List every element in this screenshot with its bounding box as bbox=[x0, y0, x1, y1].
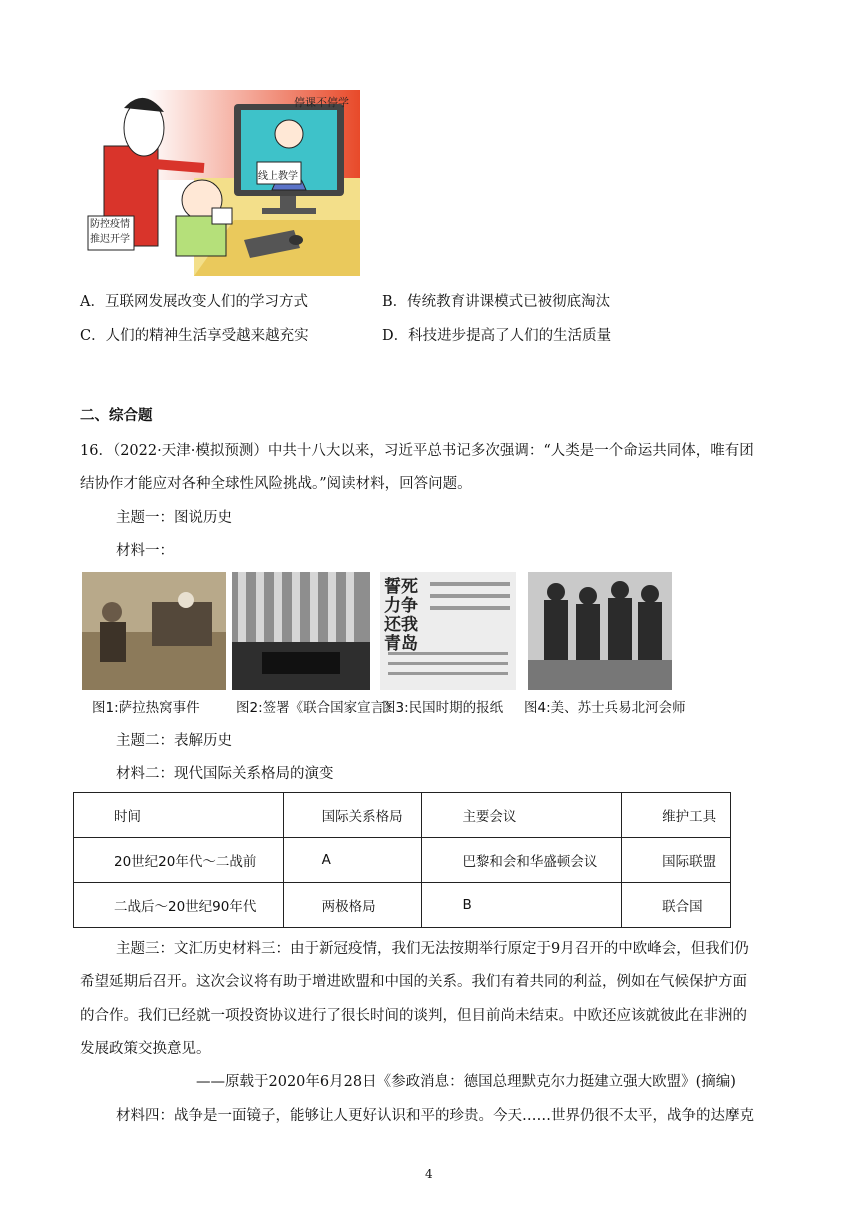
theme1-title: 主题一：图说历史 bbox=[116, 510, 232, 526]
theme3-line1: 主题三：文汇历史材料三：由于新冠疫情，我们无法按期举行原定于9月召开的中欧峰会，但我们仍 bbox=[116, 941, 749, 957]
material4-line: 材料四：战争是一面镜子，能够让人更好认识和平的珍贵。今天……世界仍很不太平，战争的达摩克 bbox=[116, 1108, 754, 1124]
cartoon-corner-text: 停课不停学 bbox=[294, 96, 349, 109]
table-header-cell: 主要会议 bbox=[422, 793, 622, 838]
theme3-line3: 的合作。我们已经就一项投资协议进行了很长时间的谈判，但目前尚未结束。中欧还应该就彼此在非洲的 bbox=[80, 1008, 747, 1024]
material2-title: 材料二：现代国际关系格局的演变 bbox=[116, 766, 334, 782]
figure-4-photo bbox=[528, 572, 672, 690]
table-cell: 联合国 bbox=[622, 883, 731, 928]
material1-label: 材料一： bbox=[116, 543, 174, 559]
table-cell: 二战后～20世纪90年代 bbox=[74, 883, 284, 928]
table-header-cell: 国际关系格局 bbox=[283, 793, 422, 838]
cartoon-illustration bbox=[84, 90, 360, 276]
question-line2: 结协作才能应对各种全球性风险挑战。”阅读材料，回答问题。 bbox=[80, 476, 472, 492]
table-cell: 巴黎和会和华盛顿会议 bbox=[422, 838, 622, 883]
cartoon-left-sign-line1: 防控疫情 bbox=[90, 219, 130, 230]
option-b: B．传统教育讲课模式已被彻底淘汰 bbox=[382, 294, 611, 310]
theme2-title: 主题二：表解历史 bbox=[116, 733, 232, 749]
figure-4-caption: 图4:美、苏士兵易北河会师 bbox=[524, 700, 686, 716]
page-number: 4 bbox=[425, 1167, 433, 1181]
table-cell: A bbox=[283, 838, 422, 883]
table-cell: 国际联盟 bbox=[622, 838, 731, 883]
table-header-row bbox=[74, 793, 731, 838]
table-cell: B bbox=[422, 883, 622, 928]
question-line1: 16．（2022·天津·模拟预测）中共十八大以来，习近平总书记多次强调：“人类是一个命运共同体，唯有团 bbox=[80, 443, 754, 459]
cartoon-screen-sign: 线上教学 bbox=[258, 171, 298, 182]
figure-3-caption: 图3:民国时期的报纸 bbox=[382, 700, 504, 716]
option-a: A．互联网发展改变人们的学习方式 bbox=[80, 294, 308, 310]
theme3-source: ——原载于2020年6月28日《参政消息：德国总理默克尔力挺建立强大欧盟》(摘编) bbox=[196, 1074, 736, 1090]
option-c: C．人们的精神生活享受越来越充实 bbox=[80, 328, 309, 344]
theme3-line2: 希望延期后召开。这次会议将有助于增进欧盟和中国的关系。我们有着共同的利益，例如在气候保护方面 bbox=[80, 974, 747, 990]
table-cell: 20世纪20年代～二战前 bbox=[74, 838, 284, 883]
figure-2-photo bbox=[232, 572, 370, 690]
table-row bbox=[74, 883, 731, 928]
table-header-cell: 维护工具 bbox=[622, 793, 731, 838]
relations-table bbox=[73, 792, 731, 928]
table-cell: 两极格局 bbox=[283, 883, 422, 928]
figure-2-caption: 图2:签署《联合国家宣言》 bbox=[236, 700, 398, 716]
table-header-cell: 时间 bbox=[74, 793, 284, 838]
figure-3-headline: 誓死力争还我青岛 bbox=[384, 577, 418, 654]
figure-1-caption: 图1:萨拉热窝事件 bbox=[92, 700, 200, 716]
section-title: 二、综合题 bbox=[80, 407, 153, 424]
table-row bbox=[74, 838, 731, 883]
figure-3-photo bbox=[380, 572, 516, 690]
cartoon-left-sign-line2: 推迟开学 bbox=[90, 234, 130, 245]
figure-1-photo bbox=[82, 572, 226, 690]
option-d: D．科技进步提高了人们的生活质量 bbox=[382, 328, 612, 344]
theme3-line4: 发展政策交换意见。 bbox=[80, 1041, 211, 1057]
